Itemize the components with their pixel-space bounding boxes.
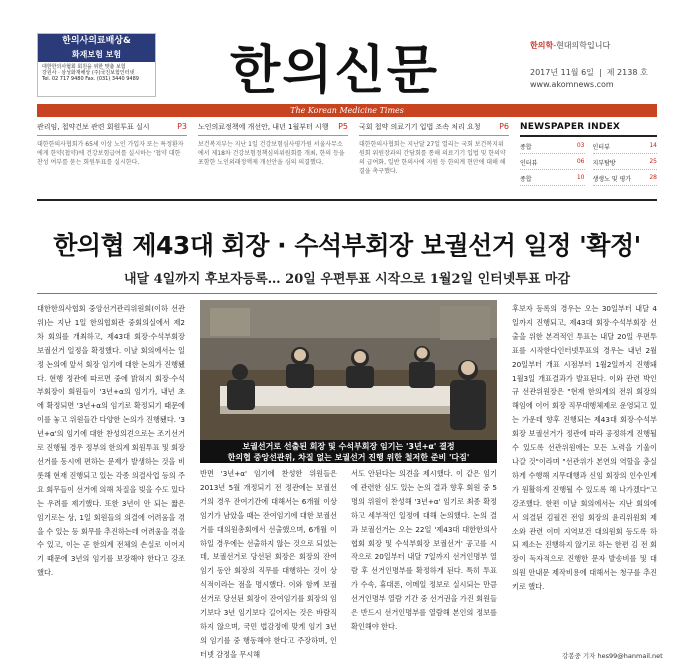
brief-item[interactable] (359, 122, 509, 176)
index-page: 03 (576, 142, 585, 149)
brief-page: P6 (499, 122, 509, 131)
brief-headline (198, 122, 348, 136)
ad-line2: 화재보험 보험 (71, 50, 122, 59)
ad-band (38, 34, 155, 62)
brief-item[interactable] (37, 122, 187, 167)
ad-line1: 한의사의료배상& (62, 36, 131, 46)
article-text-2: 반면 '3년+α' 임기에 찬성한 위원들은 2013년 5월 개정되기 전 정관에는 보궐선거의 경우 잔여기간에 대해서는 6개월 이상 임기가 남았을 때는 잔여임기에 대한 보궐선거를 대의원총회에서 선출했으며, 6개월 이하일 경우에는 선출하지 않는 것으로 되었는데, 보궐선거로 당선된 회장은 회장의 잔여 임기 동안 회장의 직무를 대행하는 것이 상식적이라는 점을 명시했다. 이와 함께 보궐선거로 당선된 회장이 잔여임기를 회장의 임기보다 3년 임기보다 길어지는 것은 바람직하지 않으며, 국민 법감정에 맞게 임기 3년의 임기를 중 행동해야 한다고 주장하며, 인터넷 감정을 무시해 (200, 469, 337, 659)
masthead-title: 한의신문 (230, 41, 439, 101)
article-text-4: 후보자 등록의 경우는 오는 30일부터 내달 4일까지 진행되고, 제43대 회장·수석부회장 선출을 위한 본격적인 투표는 내달 20일 우편투표를 시작한다인터넷투표의 경우는 내년 2월20일부터 개표 시점부터 1월2일까지 진행돼 1월3일 개표결과가 발표된다. 이와 관련 박인규 선관위원장은 "현재 한의계의 전위 회장의 해임에 이어 회장 직무대행체제로 운영되고 있는 가운데 향후 진행되는 제43대 회장·수석부회장 보궐선거가 정관에 따라 공정하게 진행될 수 있도록 선관위원에는 모든 노력을 기울이 나갈 것"이라며 "선관위가 본연의 역할을 충실하게 수행해 지무대행과 신임 회장의 인수인계가 원활하게 진행될 수 있도록 해 나가겠다"고 강조했다. 한편 이날 회의에서는 지난 회의에서 의결된 김필건 전임 회장의 윤리위원회 제소와 관련 이미 지역보건 대의원회 등도록 하되 제소는 진행하지 않기로 하는 한편 김 전 회장이 독자적으로 진행한 문자 발송비를 및 대의원 안내문 제작비용에 대해서는 청구를 추진키로 했다. (512, 304, 657, 592)
index-page: 28 (649, 174, 657, 181)
brief-headline-text: 노인의료정책에 개선안, 내년 1월부터 시행 (198, 123, 329, 131)
index-label: 종합 (520, 144, 532, 151)
brief-headline-text: 관리임, 첩약건보 관련 회원투표 실시 (37, 123, 150, 131)
tagline-rest: -현대의학입니다 (553, 41, 611, 50)
issue-number: 제 2138 호 (606, 68, 648, 77)
ad-details (38, 62, 155, 82)
article-text-3: 서도 안된다는 의견을 제시했다. 이 같은 임기에 관련한 심도 있는 논의 결과 향후 회원 중 5명의 위원이 찬성해 '3년+α' 임기로 최종 확정하고 세부적인 일정에 대해 논의했다. 논의 결과 보궐선거는 오는 22일 '제43대 대한한의사협회 회장 및 수석부회장 보궐선거' 공고를 시작으로 20일부터 내달 7일까지 선거인명부 열람 후 선거인명부를 확정하게 된다. 특히 투표가 수속, 휴대폰, 이메일 정보로 실시되는 만큼 선거인명부 열람 기간 중 선거권을 가진 회원들은 반드시 선거인명부를 열람해 본인의 정보를 확인해야 한다. (351, 469, 497, 631)
caption-line2: 한의협 중앙선관위, 차질 없는 보궐선거 진행 위한 철저한 준비 '다짐' (227, 453, 470, 462)
site-url[interactable]: www.akomnews.com (530, 80, 614, 89)
tagline-highlight: 한의학 (530, 41, 554, 50)
issue-date: 2017년 11월 6일 (530, 68, 594, 77)
ad-sub3: Tel. 02 717 9480 Fax. (031) 3440 9489 (42, 76, 139, 82)
index-page: 14 (649, 142, 657, 149)
article-column-3 (351, 467, 497, 634)
article-column-1 (37, 302, 185, 580)
caption-line1: 보궐선거로 선출된 회장 및 수석부회장 임기는 '3년+α' 결정 (242, 442, 455, 451)
index-row[interactable] (520, 158, 585, 170)
brief-page: P3 (177, 122, 187, 131)
main-headline: 한의협 제43대 회장 · 수석부회장 보궐선거 일정 '확정' (53, 231, 641, 260)
brief-headline (359, 122, 509, 136)
brief-item[interactable] (198, 122, 348, 167)
brief-headline (37, 122, 187, 136)
masthead-tagline (530, 40, 648, 51)
index-row[interactable] (520, 142, 585, 154)
index-row[interactable] (593, 142, 658, 154)
brief-body: 보건복지부는 지난 1일 건강보험심사평가원 서울사무소에서 제18차 건강보험정책심의위원회를 개최, 한의 등을 포함한 노인외래정액제 개선안을 심의 의결했다. (198, 141, 345, 166)
brief-body: 대한한의사협회가 65세 이상 노인 가입자 또는 특정환자에게 한약(첩약)에 건강보험급여를 실시하는 '첩약 대한 찬성 여부를 묻는 회원투표를 실시한다. (37, 141, 184, 166)
masthead-info (530, 40, 648, 89)
article-text-1: 대한한의사협회 중앙선거관리위원회(이하 선관위)는 지난 1일 한의협회관 중회의실에서 제2차 회의를 개최하고, 제43대 회장·수석부회장 보궐선거 일정을 확정했다. 이날 회의에서는 일정 논의에 앞서 회장 임기에 대한 논의가 진행됐다. 현행 정관에 따르면 중에 밝혀지 회장·수석부회장이 회원들이 '3년+α의 임기가, 내년 초에 확정되면 '3년+α의 임기로 확정되기 때문에 이를 놓고 위원들간 다양한 논의가 진행됐다. '3년+α'의 임기에 대한 찬성의견으로는 조기선거로 진행될 경우 정부의 한의계 회원투표 및 회장 선거를 동시에 편하는 문제가 발생하는 것을 비롯해 현재 진행되고 있는 각종 의결사업 등의 주요 회무들이 선거에 의해 차질을 빚을 수도 있다는 우려를 제기했다. 또한 3년이 안 되는 짧은 임기로는 상, 1일 회원들의 의결에 어려움을 겪을 수 있는 등 회무를 추진하는데 어려움을 겪을 수 있고, 이는 곧 한의계 전체의 손실로 이어지기 때문에 3년의 임기를 보장해야 한다고 강조했다. (37, 304, 185, 578)
issue-meta: 2017년 11월 6일 | 제 2138 호 (530, 68, 648, 77)
meeting-photo-illustration (200, 300, 497, 440)
index-row[interactable] (593, 174, 658, 186)
index-title: NEWSPAPER INDEX (520, 122, 657, 137)
reporter-byline: 강봉중 기자 hes99@hanmail.net (562, 652, 663, 660)
photo-caption (200, 440, 497, 463)
brief-page: P5 (338, 122, 348, 131)
section-divider (37, 199, 657, 201)
insurance-ad[interactable] (37, 33, 156, 97)
index-row[interactable] (593, 158, 658, 170)
sub-headline: 내달 4일까지 후보자등록… 20일 우편투표 시작으로 1월2일 인터넷투표 마감 (123, 272, 571, 287)
index-grid (520, 142, 657, 186)
index-page: 25 (649, 158, 657, 165)
index-label: 인터뷰 (520, 160, 538, 167)
index-label: 종합 (520, 176, 532, 183)
index-label: 지부탐방 (592, 160, 616, 167)
brief-body: 대한한의사협회는 지난달 27일 열리는 국회 보건복지위원회 위원장과의 간담회를 통해 의료기기 입법 및 한의약의 급여화, 일반 한의사에 지원 등 한의계 현안에 대해 해결을 촉구했다. (359, 141, 506, 175)
index-page: 06 (576, 158, 585, 165)
article-column-4 (512, 302, 657, 594)
index-row[interactable] (520, 174, 585, 186)
meeting-photo (200, 300, 497, 440)
brief-headline-text: 국회 첩약 의료기기 입법 조속 처리 요청 (359, 123, 481, 131)
newspaper-index (520, 122, 657, 186)
english-title-band: The Korean Medicine Times (37, 104, 657, 117)
article-column-2 (200, 467, 337, 662)
index-label: 인터뷰 (592, 144, 610, 151)
brief-section (37, 122, 510, 190)
ad-sub2: 강원사 · 삼성화재해상 (주)국진보험인터넷 (42, 70, 135, 76)
index-page: 10 (576, 174, 585, 181)
subhead-divider (37, 293, 657, 294)
ad-sub1: 대한한의사협회 회원을 위한 맞춤 보험 (42, 64, 126, 70)
index-label: 생생노 및 평가 (592, 176, 632, 183)
